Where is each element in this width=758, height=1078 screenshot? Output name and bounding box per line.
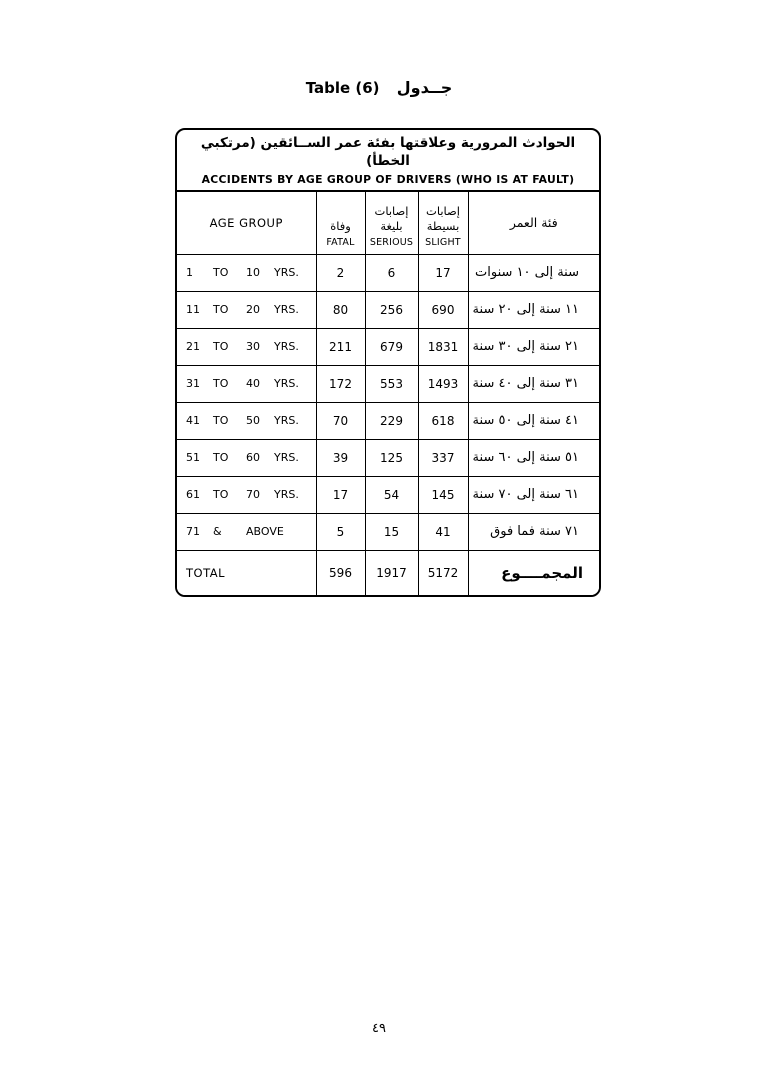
slight-english-label: SLIGHT	[425, 236, 461, 248]
table-body	[177, 254, 599, 550]
age-group-part: &	[213, 525, 222, 539]
total-arabic-label: المجمــــوع	[468, 550, 599, 595]
slight-count-cell: 41	[418, 513, 468, 550]
age-group-cell	[177, 513, 316, 550]
age-group-arabic-cell: سنة إلى ١٠ سنوات	[468, 254, 599, 291]
col-header-fatal	[316, 192, 365, 254]
age-group-part: 50	[246, 414, 260, 428]
age-group-cell	[177, 365, 316, 402]
page-number: ٤٩	[372, 1021, 386, 1036]
age-group-part: TO	[213, 414, 229, 428]
age-group-arabic-cell: ٥١ سنة إلى ٦٠ سنة	[468, 439, 599, 476]
age-group-part: 10	[246, 266, 260, 280]
slight-count-cell: 1493	[418, 365, 468, 402]
age-group-part: TO	[213, 340, 229, 354]
table-title-english: ACCIDENTS BY AGE GROUP OF DRIVERS (WHO IS AT FAULT)	[201, 173, 575, 187]
table-number-arabic: جــدول	[396, 78, 453, 97]
age-group-part: 51	[186, 451, 200, 465]
table-number-english: Table (6)	[305, 79, 380, 97]
table-title-block	[177, 130, 599, 192]
total-serious-cell: 1917	[365, 550, 418, 595]
total-row	[177, 550, 599, 595]
serious-count-cell: 679	[365, 328, 418, 365]
serious-count-cell: 229	[365, 402, 418, 439]
age-group-part: TO	[213, 451, 229, 465]
age-group-arabic-cell: ٤١ سنة إلى ٥٠ سنة	[468, 402, 599, 439]
age-group-cell	[177, 402, 316, 439]
age-group-part: 21	[186, 340, 200, 354]
serious-count-cell: 256	[365, 291, 418, 328]
age-group-part: 71	[186, 525, 200, 539]
table-row	[177, 476, 599, 513]
age-group-part: TO	[213, 488, 229, 502]
fatal-arabic-label: وفاة	[330, 219, 351, 234]
age-group-part: 60	[246, 451, 260, 465]
age-group-part: 11	[186, 303, 200, 317]
age-group-part: YRS.	[274, 377, 299, 391]
serious-count-cell: 553	[365, 365, 418, 402]
fatal-count-cell: 80	[316, 291, 365, 328]
age-group-arabic-cell: ١١ سنة إلى ٢٠ سنة	[468, 291, 599, 328]
age-group-part: TO	[213, 303, 229, 317]
table-title-arabic: الحوادث المرورية وعلاقتها بفئة عمر الســائقين (مرتكبي الخطأ)	[200, 135, 576, 169]
age-group-part: 61	[186, 488, 200, 502]
age-group-arabic-cell: ٣١ سنة إلى ٤٠ سنة	[468, 365, 599, 402]
col-header-age-group: AGE GROUP	[177, 192, 316, 254]
header-row	[177, 192, 599, 254]
total-slight-cell: 5172	[418, 550, 468, 595]
age-group-cell	[177, 291, 316, 328]
age-group-cell	[177, 254, 316, 291]
accidents-data-table	[177, 192, 599, 595]
slight-count-cell: 337	[418, 439, 468, 476]
slight-count-cell: 145	[418, 476, 468, 513]
age-group-part: ABOVE	[246, 525, 284, 539]
table-row	[177, 365, 599, 402]
table-row	[177, 402, 599, 439]
serious-arabic-label: إصابات بليغة	[374, 203, 409, 234]
table-row	[177, 254, 599, 291]
age-group-cell	[177, 476, 316, 513]
age-group-part: 41	[186, 414, 200, 428]
slight-count-cell: 690	[418, 291, 468, 328]
age-group-part: 40	[246, 377, 260, 391]
age-group-part: YRS.	[274, 340, 299, 354]
age-group-part: YRS.	[274, 414, 299, 428]
col-header-slight	[418, 192, 468, 254]
fatal-count-cell: 70	[316, 402, 365, 439]
age-group-part: 1	[186, 266, 193, 280]
serious-count-cell: 125	[365, 439, 418, 476]
age-group-part: TO	[213, 377, 229, 391]
age-group-arabic-cell: ٢١ سنة إلى ٣٠ سنة	[468, 328, 599, 365]
age-group-cell	[177, 328, 316, 365]
serious-count-cell: 54	[365, 476, 418, 513]
table-row	[177, 291, 599, 328]
total-fatal-cell: 596	[316, 550, 365, 595]
accidents-table-frame	[175, 128, 601, 597]
age-group-part: YRS.	[274, 266, 299, 280]
serious-count-cell: 15	[365, 513, 418, 550]
slight-count-cell: 1831	[418, 328, 468, 365]
serious-english-label: SERIOUS	[369, 236, 414, 248]
age-group-arabic-cell: ٧١ سنة فما فوق	[468, 513, 599, 550]
age-group-part: 20	[246, 303, 260, 317]
slight-arabic-label: إصابات بسيطة	[426, 203, 460, 234]
fatal-count-cell: 39	[316, 439, 365, 476]
total-label: TOTAL	[177, 550, 316, 595]
serious-count-cell: 6	[365, 254, 418, 291]
col-header-age-group-arabic: فئة العمر	[468, 192, 599, 254]
age-group-part: YRS.	[274, 303, 299, 317]
fatal-count-cell: 5	[316, 513, 365, 550]
table-row	[177, 328, 599, 365]
age-group-part: 30	[246, 340, 260, 354]
slight-count-cell: 618	[418, 402, 468, 439]
col-header-serious	[365, 192, 418, 254]
age-group-part: YRS.	[274, 488, 299, 502]
table-row	[177, 513, 599, 550]
fatal-count-cell: 211	[316, 328, 365, 365]
age-group-cell	[177, 439, 316, 476]
document-title	[0, 78, 758, 97]
table-row	[177, 439, 599, 476]
fatal-count-cell: 172	[316, 365, 365, 402]
age-group-arabic-cell: ٦١ سنة إلى ٧٠ سنة	[468, 476, 599, 513]
age-group-part: YRS.	[274, 451, 299, 465]
age-group-part: TO	[213, 266, 229, 280]
slight-count-cell: 17	[418, 254, 468, 291]
fatal-count-cell: 2	[316, 254, 365, 291]
age-group-part: 31	[186, 377, 200, 391]
fatal-count-cell: 17	[316, 476, 365, 513]
fatal-english-label: FATAL	[326, 236, 355, 248]
age-group-part: 70	[246, 488, 260, 502]
